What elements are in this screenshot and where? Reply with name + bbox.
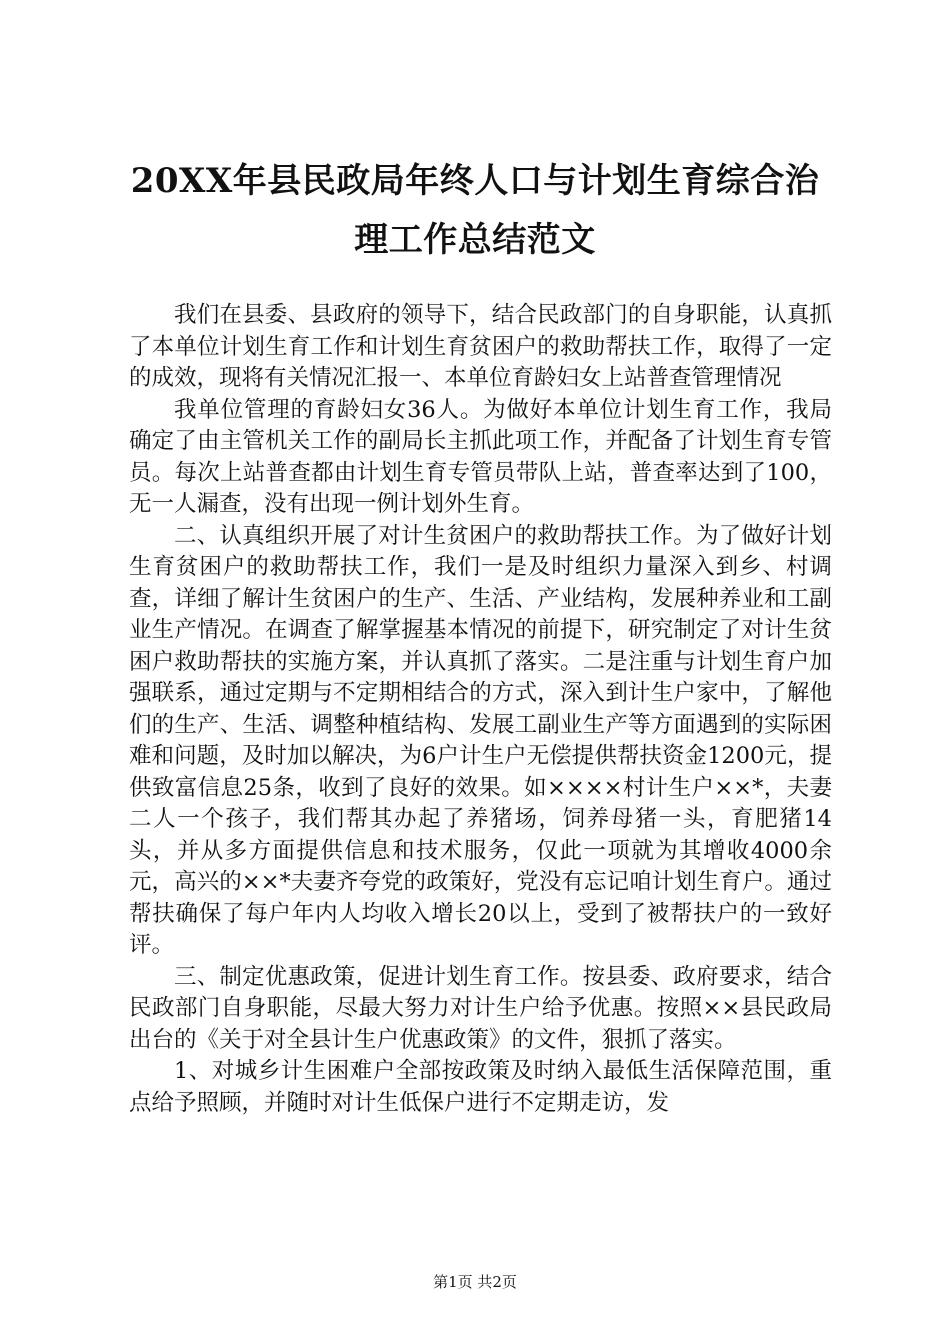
page-number-footer: 第1页 共2页 (433, 1273, 517, 1291)
document-body (129, 300, 832, 1119)
document-title-line-1: 20XX年县民政局年终人口与计划生育综合治 (130, 161, 820, 201)
document-title-line-2: 理工作总结范文 (354, 220, 596, 260)
paragraph-2: 我单位管理的育龄妇女36人。为做好本单位计划生育工作，我局确定了由主管机关工作的副局长主抓此项工作，并配备了计划生育专管员。每次上站普查都由计划生育专管员带队上站，普查率达到了100，无一人漏查，没有出现一例计划外生育。 (129, 396, 832, 517)
paragraph-5: 1、对城乡计生困难户全部按政策及时纳入最低生活保障范围，重点给予照顾，并随时对计生低保户进行不定期走访，发 (129, 1058, 832, 1116)
paragraph-3: 二、认真组织开展了对计生贫困户的救助帮扶工作。为了做好计划生育贫困户的救助帮扶工作，我们一是及时组织力量深入到乡、村调查，详细了解计生贫困户的生产、生活、产业结构，发展种养业和工副业生产情况。在调查了解掌握基本情况的前提下，研究制定了对计生贫困户救助帮扶的实施方案，并认真抓了落实。二是注重与计划生育户加强联系，通过定期与不定期相结合的方式，深入到计生户家中，了解他们的生产、生活、调整种植结构、发展工副业生产等方面遇到的实际困难和问题，及时加以解决，为6户计生户无偿提供帮扶资金1200元，提供致富信息25条，收到了良好的效果。如××××村计生户××*，夫妻二人一个孩子，我们帮其办起了养猪场，饲养母猪一头，育肥猪14头，并从多方面提供信息和技术服务，仅此一项就为其增收4000余元，高兴的××*夫妻齐夸党的政策好，党没有忘记咱计划生育户。通过帮扶确保了每户年内人均收入增长20以上，受到了被帮扶户的一致好评。 (129, 522, 832, 958)
paragraph-1: 我们在县委、县政府的领导下，结合民政部门的自身职能，认真抓了本单位计划生育工作和计划生育贫困户的救助帮扶工作，取得了一定的成效，现将有关情况汇报一、本单位育龄妇女上站普查管理情况 (129, 302, 832, 391)
paragraph-4: 三、制定优惠政策，促进计划生育工作。按县委、政府要求，结合民政部门自身职能，尽最大努力对计生户给予优惠。按照××县民政局出台的《关于对全县计生户优惠政策》的文件，狠抓了落实。 (129, 963, 832, 1053)
